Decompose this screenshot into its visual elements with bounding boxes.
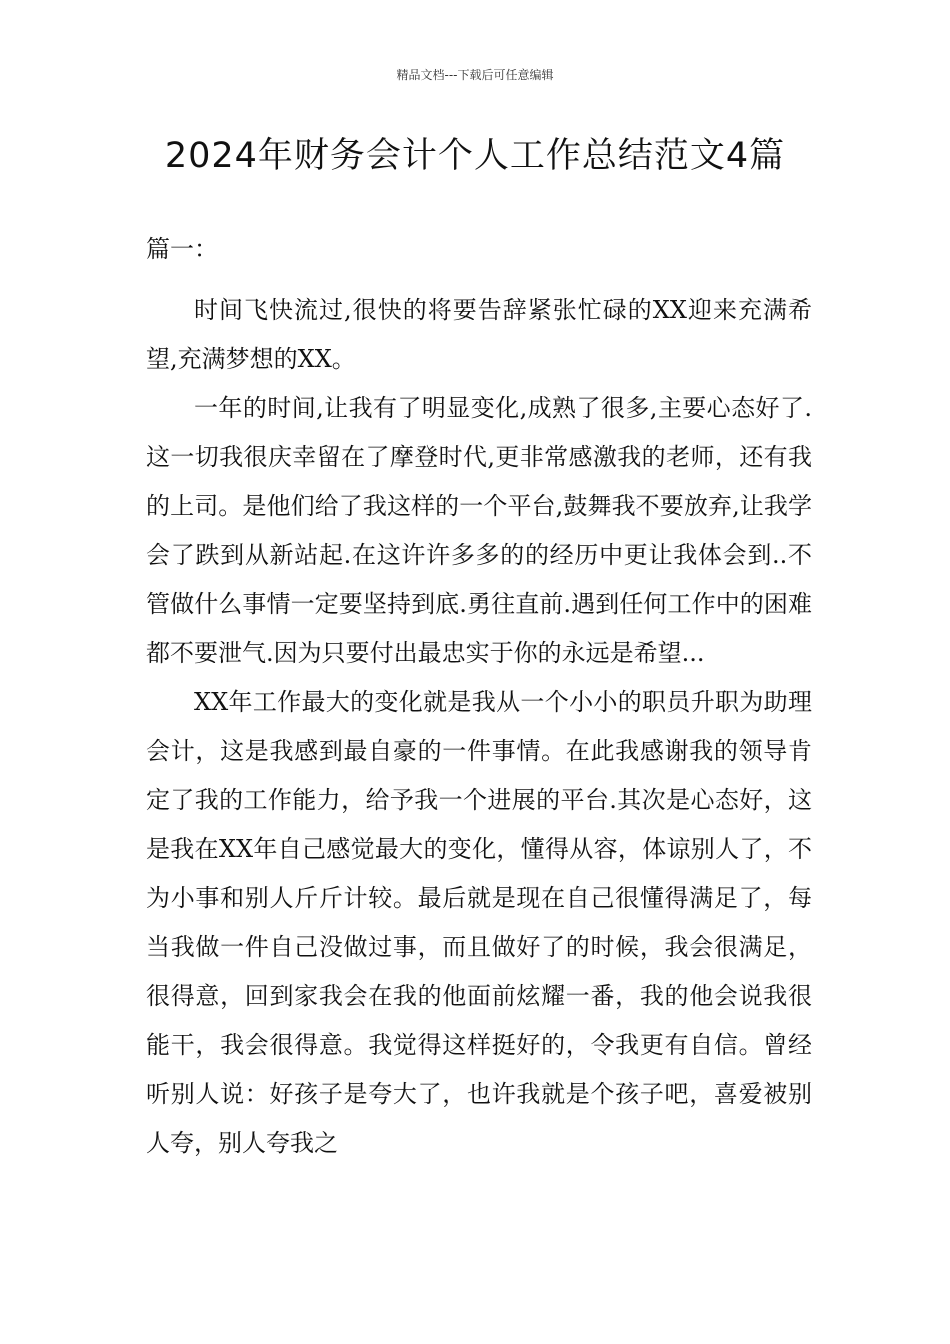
page-header-note: 精品文档---下载后可任意编辑 — [396, 68, 554, 82]
document-body — [146, 225, 812, 1168]
document-title: 2024年财务会计个人工作总结范文4篇 — [164, 136, 786, 176]
paragraph-1: 时间飞快流过,很快的将要告辞紧张忙碌的XX迎来充满希望,充满梦想的XX。 — [146, 296, 812, 373]
section-label: 篇一： — [146, 235, 218, 263]
paragraph-2: 一年的时间,让我有了明显变化,成熟了很多,主要心态好了.这一切我很庆幸留在了摩登时代,更非常感激我的老师，还有我的上司。是他们给了我这样的一个平台,鼓舞我不要放弃,让我学会了跌到从新站起.在这许许多多的的经历中更让我体会到..不管做什么事情一定要坚持到底.勇往直前.遇到任何工作中的困难都不要泄气.因为只要付出最忠实于你的永远是希望... — [146, 394, 812, 667]
paragraph-3: XX年工作最大的变化就是我从一个小小的职员升职为助理会计，这是我感到最自豪的一件事情。在此我感谢我的领导肯定了我的工作能力，给予我一个进展的平台.其次是心态好，这是我在XX年自己感觉最大的变化，懂得从容，体谅别人了，不为小事和别人斤斤计较。最后就是现在自己很懂得满足了，每当我做一件自己没做过事，而且做好了的时候，我会很满足，很得意，回到家我会在我的他面前炫耀一番，我的他会说我很能干，我会很得意。我觉得这样挺好的，令我更有自信。曾经听别人说：好孩子是夸大了，也许我就是个孩子吧，喜爱被别人夸，别人夸我之 — [146, 688, 812, 1157]
